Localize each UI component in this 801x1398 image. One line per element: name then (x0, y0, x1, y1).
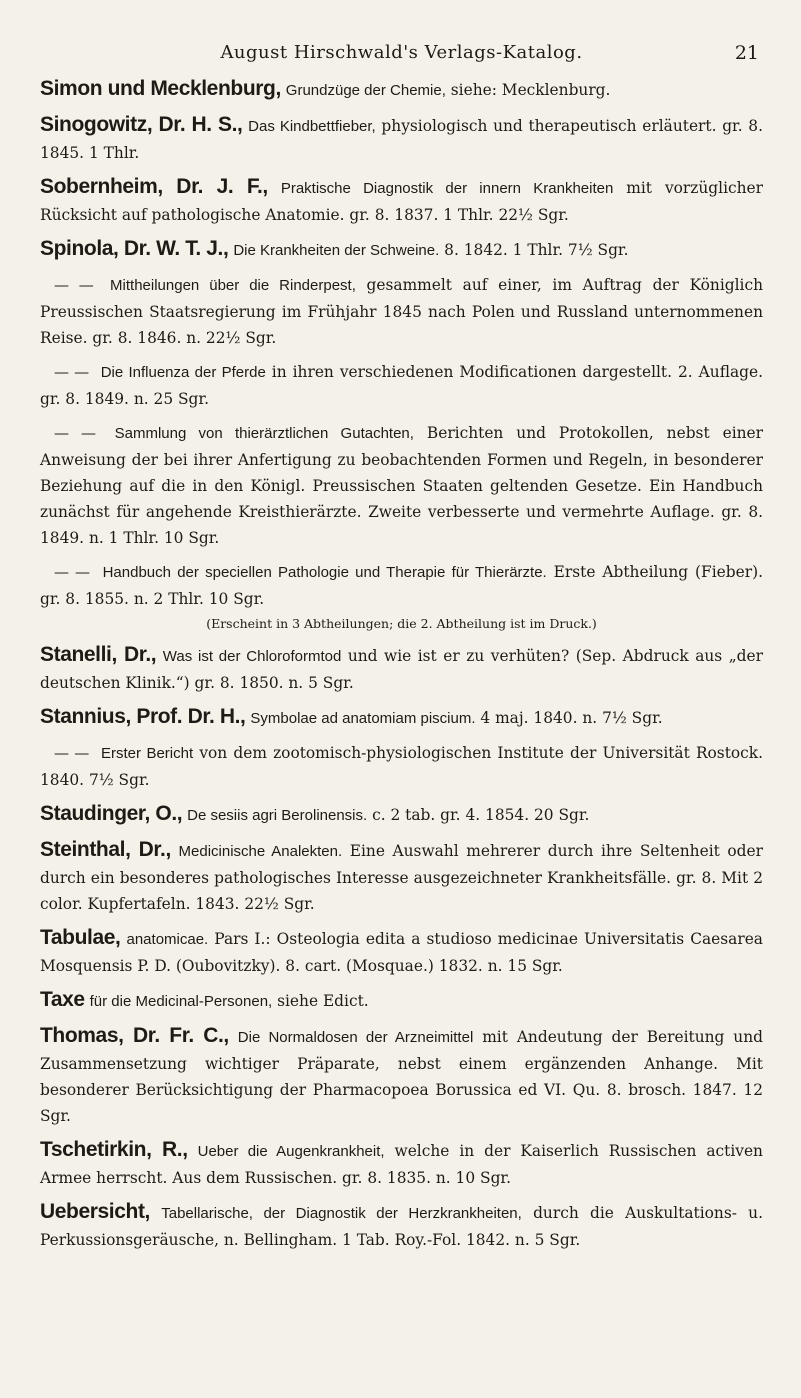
page-number: 21 (734, 42, 759, 64)
entry-title: Medicinische Analekten. (178, 843, 343, 860)
entry-details: in ihren verschiedenen Modificationen dargestellt. 2. Auflage. gr. 8. 1849. n. 25 Sgr. (40, 363, 763, 408)
entry-details: welche in der Kaiserlich Russischen activen Armee herrscht. Aus dem Russischen. gr. 8. 1835. n. 10 Sgr. (40, 1142, 763, 1187)
entry-details: Erste Abtheilung (Fieber). gr. 8. 1855. n. 2 Thlr. 10 Sgr. (40, 563, 763, 608)
entry-title: für die Medicinal-Personen, (89, 993, 273, 1010)
catalog-entry (40, 112, 763, 166)
entry-title: Sammlung von thierärztlichen Gutachten, (114, 425, 414, 442)
entry-details: und wie ist er zu verhüten? (Sep. Abdruck aus „der deutschen Klinik.“) gr. 8. 1850. n. 5 Sgr. (40, 647, 763, 692)
entry-title: Die Normaldosen der Arzneimittel (237, 1029, 474, 1046)
entry-details: siehe Edict. (272, 992, 369, 1010)
entry-details: mit Andeutung der Bereitung und Zusammensetzung wichtiger Präparate, nebst einem ergänzenden Anhange. Mit besonderer Berücksichtigung der Pharmacopoea Borussica ed VI. Qu. 8. brosch. 1847. 12 Sgr. (40, 1028, 763, 1125)
entry-title: Praktische Diagnostik der innern Krankheiten (280, 180, 614, 197)
entry-details: physiologisch und therapeutisch erläutert. gr. 8. 1845. 1 Thlr. (40, 117, 763, 162)
entry-author: Spinola, Dr. W. T. J., (40, 237, 229, 260)
entry-author: Taxe (40, 988, 85, 1011)
entry-author: Stannius, Prof. Dr. H., (40, 705, 246, 728)
entry-author: Staudinger, O., (40, 802, 183, 825)
catalog-entries (40, 76, 763, 1253)
entry-author: Tabulae, (40, 926, 121, 949)
page-header (40, 42, 763, 76)
running-title: August Hirschwald's Verlags-Katalog. (220, 42, 583, 63)
catalog-entry (40, 1137, 763, 1191)
catalog-entry (40, 236, 763, 264)
entry-author: Simon und Mecklenburg, (40, 77, 281, 100)
catalog-entry (40, 642, 763, 696)
entry-title: Das Kindbettfieber, (248, 118, 376, 135)
entry-author: Uebersicht, (40, 1200, 150, 1223)
catalog-entry (40, 837, 763, 917)
catalog-entry (40, 1199, 763, 1253)
entry-details: 8. 1842. 1 Thlr. 7½ Sgr. (439, 241, 629, 259)
entry-title: Symbolae ad anatomiam piscium. (250, 710, 476, 727)
entry-title: Tabellarische, der Diagnostik der Herzkrankheiten, (161, 1205, 522, 1222)
catalog-entry (40, 740, 763, 793)
entry-title: Mittheilungen über die Rinderpest, (110, 277, 356, 294)
entry-author: — — (54, 744, 89, 762)
catalog-entry (40, 925, 763, 979)
entry-author: — — (54, 276, 94, 294)
entry-author: — — (54, 563, 90, 581)
catalog-entry (40, 987, 763, 1015)
entry-title: Handbuch der speciellen Pathologie und Therapie für Thierärzte. (102, 564, 547, 581)
entry-title: Erster Bericht (101, 745, 194, 762)
entry-title: anatomicae. (126, 931, 209, 948)
entry-details: gesammelt auf einer, im Auftrag der Königlich Preussischen Staatsregierung im Frühjahr 1845 nach Polen und Russland unternommenen Reise. gr. 8. 1846. n. 22½ Sgr. (40, 276, 763, 347)
entry-details: Berichten und Protokollen, nebst einer Anweisung der bei ihrer Anfertigung zu beobachtenden Formen und Regeln, in besonderer Beziehung auf die in den Königl. Preussischen Staaten geltenden Gesetze. Ein Handbuch zunächst für angehende Kreisthierärzte. Zweite verbesserte und vermehrte Auflage. gr. 8. 1849. n. 1 Thlr. 10 Sgr. (40, 424, 763, 547)
catalog-entry (40, 420, 763, 551)
entry-author: Steinthal, Dr., (40, 838, 171, 861)
entry-author: — — (54, 424, 96, 442)
entry-author: Stanelli, Dr., (40, 643, 157, 666)
entry-note: (Erscheint in 3 Abtheilungen; die 2. Abtheilung ist im Druck.) (206, 616, 597, 631)
entry-title: Die Influenza der Pferde (100, 364, 266, 381)
entry-details: siehe: Mecklenburg. (445, 81, 611, 99)
catalog-entry (40, 801, 763, 829)
catalog-entry (40, 1023, 763, 1129)
catalog-entry (40, 704, 763, 732)
entry-title: Ueber die Augenkrankheit, (197, 1143, 385, 1160)
entry-title: Grundzüge der Chemie, (285, 82, 446, 99)
entry-details: von dem zootomisch-physiologischen Institute der Universität Rostock. 1840. 7½ Sgr. (40, 744, 763, 789)
entry-author: — — (54, 363, 89, 381)
catalog-entry (40, 359, 763, 412)
entry-details: Pars I.: Osteologia edita a studioso medicinae Universitatis Caesarea Mosquensis P. D. (Oubovitzky). 8. cart. (Mosquae.) 1832. n. 15 Sgr. (40, 930, 763, 975)
catalog-entry (40, 76, 763, 104)
entry-title: Die Krankheiten der Schweine. (233, 242, 440, 259)
catalog-entry (40, 174, 763, 228)
entry-title: Was ist der Chloroformtod (162, 648, 342, 665)
entry-details: 4 maj. 1840. n. 7½ Sgr. (475, 709, 663, 727)
entry-author: Thomas, Dr. Fr. C., (40, 1024, 229, 1047)
entry-author: Sinogowitz, Dr. H. S., (40, 113, 243, 136)
entry-details: durch die Auskultations- u. Perkussionsgeräusche, n. Bellingham. 1 Tab. Roy.-Fol. 1842. n. 5 Sgr. (40, 1204, 763, 1249)
catalog-entry (40, 272, 763, 351)
entry-details: mit vorzüglicher Rücksicht auf pathologische Anatomie. gr. 8. 1837. 1 Thlr. 22½ Sgr. (40, 179, 763, 224)
catalog-entry (40, 559, 763, 634)
entry-title: De sesiis agri Berolinensis. (187, 807, 368, 824)
entry-author: Sobernheim, Dr. J. F., (40, 175, 268, 198)
entry-details: c. 2 tab. gr. 4. 1854. 20 Sgr. (367, 806, 590, 824)
entry-author: Tschetirkin, R., (40, 1138, 188, 1161)
entry-details: Eine Auswahl mehrerer durch ihre Seltenheit oder durch ein besonderes pathologisches Interesse ausgezeichneter Krankheitsfälle. gr. 8. Mit 2 color. Kupfertafeln. 1843. 22½ Sgr. (40, 842, 763, 913)
